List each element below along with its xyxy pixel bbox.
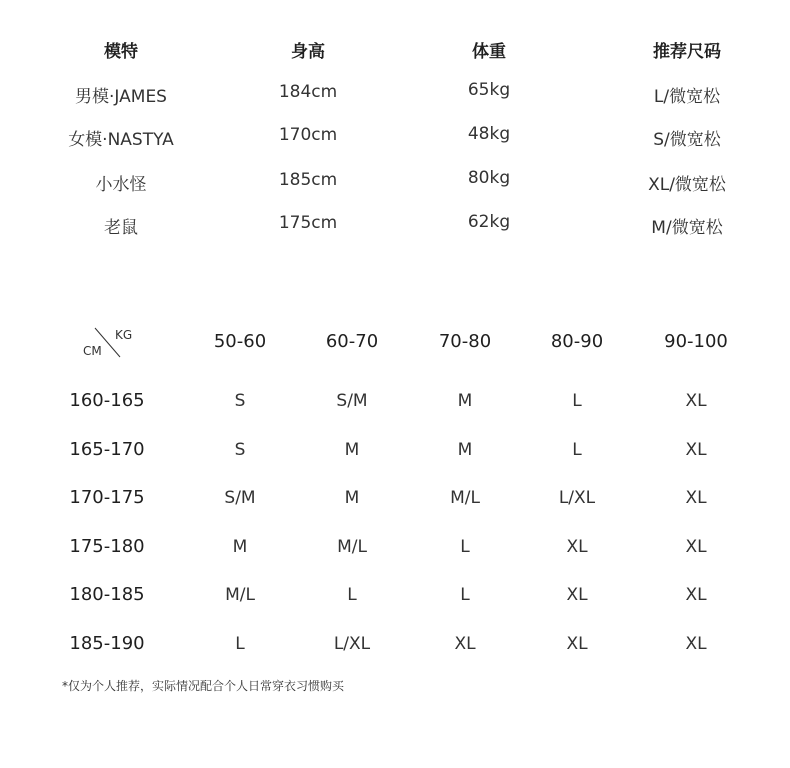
weight-unit-label: KG xyxy=(115,328,133,342)
size-cell: M xyxy=(457,440,473,460)
header-model: 模特 xyxy=(104,42,138,62)
size-cell: M xyxy=(344,440,360,460)
size-cell: XL xyxy=(685,488,707,508)
model-weight: 48kg xyxy=(467,124,511,144)
model-name: 男模·JAMES xyxy=(75,87,167,107)
model-name: 小水怪 xyxy=(95,175,147,195)
model-size: M/微宽松 xyxy=(651,218,723,238)
height-unit-label: CM xyxy=(83,344,102,358)
size-cell: XL xyxy=(685,537,707,557)
size-cell: M xyxy=(457,391,473,411)
header-weight: 体重 xyxy=(472,42,506,62)
size-cell: L xyxy=(235,634,245,654)
size-cell: XL xyxy=(566,585,588,605)
model-size: L/微宽松 xyxy=(653,87,721,107)
model-height: 175cm xyxy=(278,213,338,233)
header-recommended-size: 推荐尺码 xyxy=(653,42,721,62)
size-cell: S/M xyxy=(336,391,368,411)
size-cell: M xyxy=(344,488,360,508)
header-height: 身高 xyxy=(291,42,325,62)
size-cell: L/XL xyxy=(558,488,596,508)
size-cell: XL xyxy=(566,537,588,557)
size-cell: M/L xyxy=(225,585,255,605)
weight-range-header: 90-100 xyxy=(664,331,728,352)
size-cell: XL xyxy=(685,634,707,654)
size-cell: XL xyxy=(685,440,707,460)
size-cell: L xyxy=(572,440,582,460)
size-cell: L/XL xyxy=(333,634,371,654)
weight-range-header: 80-90 xyxy=(550,331,604,352)
size-cell: XL xyxy=(685,585,707,605)
height-range-label: 170-175 xyxy=(69,487,145,508)
model-name: 女模·NASTYA xyxy=(68,130,174,150)
size-cell: M/L xyxy=(450,488,480,508)
height-range-label: 160-165 xyxy=(69,390,145,411)
size-cell: S xyxy=(234,391,246,411)
size-cell: M xyxy=(232,537,248,557)
corner-cell xyxy=(80,326,138,360)
size-cell: XL xyxy=(685,391,707,411)
model-weight: 65kg xyxy=(467,80,511,100)
size-cell: L xyxy=(347,585,357,605)
weight-range-header: 60-70 xyxy=(325,331,379,352)
size-cell: XL xyxy=(454,634,476,654)
size-cell: L xyxy=(460,537,470,557)
height-range-label: 180-185 xyxy=(69,584,145,605)
model-size: S/微宽松 xyxy=(653,130,721,150)
weight-range-header: 70-80 xyxy=(438,331,492,352)
size-cell: S/M xyxy=(224,488,256,508)
model-height: 170cm xyxy=(278,125,338,145)
height-range-label: 185-190 xyxy=(69,633,145,654)
model-height: 185cm xyxy=(278,170,338,190)
size-cell: M/L xyxy=(337,537,367,557)
footnote: *仅为个人推荐，实际情况配合个人日常穿衣习惯购买 xyxy=(62,679,345,693)
weight-range-header: 50-60 xyxy=(213,331,267,352)
model-name: 老鼠 xyxy=(104,218,138,238)
model-height: 184cm xyxy=(278,82,338,102)
size-cell: S xyxy=(234,440,246,460)
size-cell: L xyxy=(572,391,582,411)
model-weight: 62kg xyxy=(467,212,511,232)
model-size: XL/微宽松 xyxy=(648,175,726,195)
size-cell: XL xyxy=(566,634,588,654)
model-weight: 80kg xyxy=(467,168,511,188)
size-cell: L xyxy=(460,585,470,605)
height-range-label: 175-180 xyxy=(69,536,145,557)
height-range-label: 165-170 xyxy=(69,439,145,460)
